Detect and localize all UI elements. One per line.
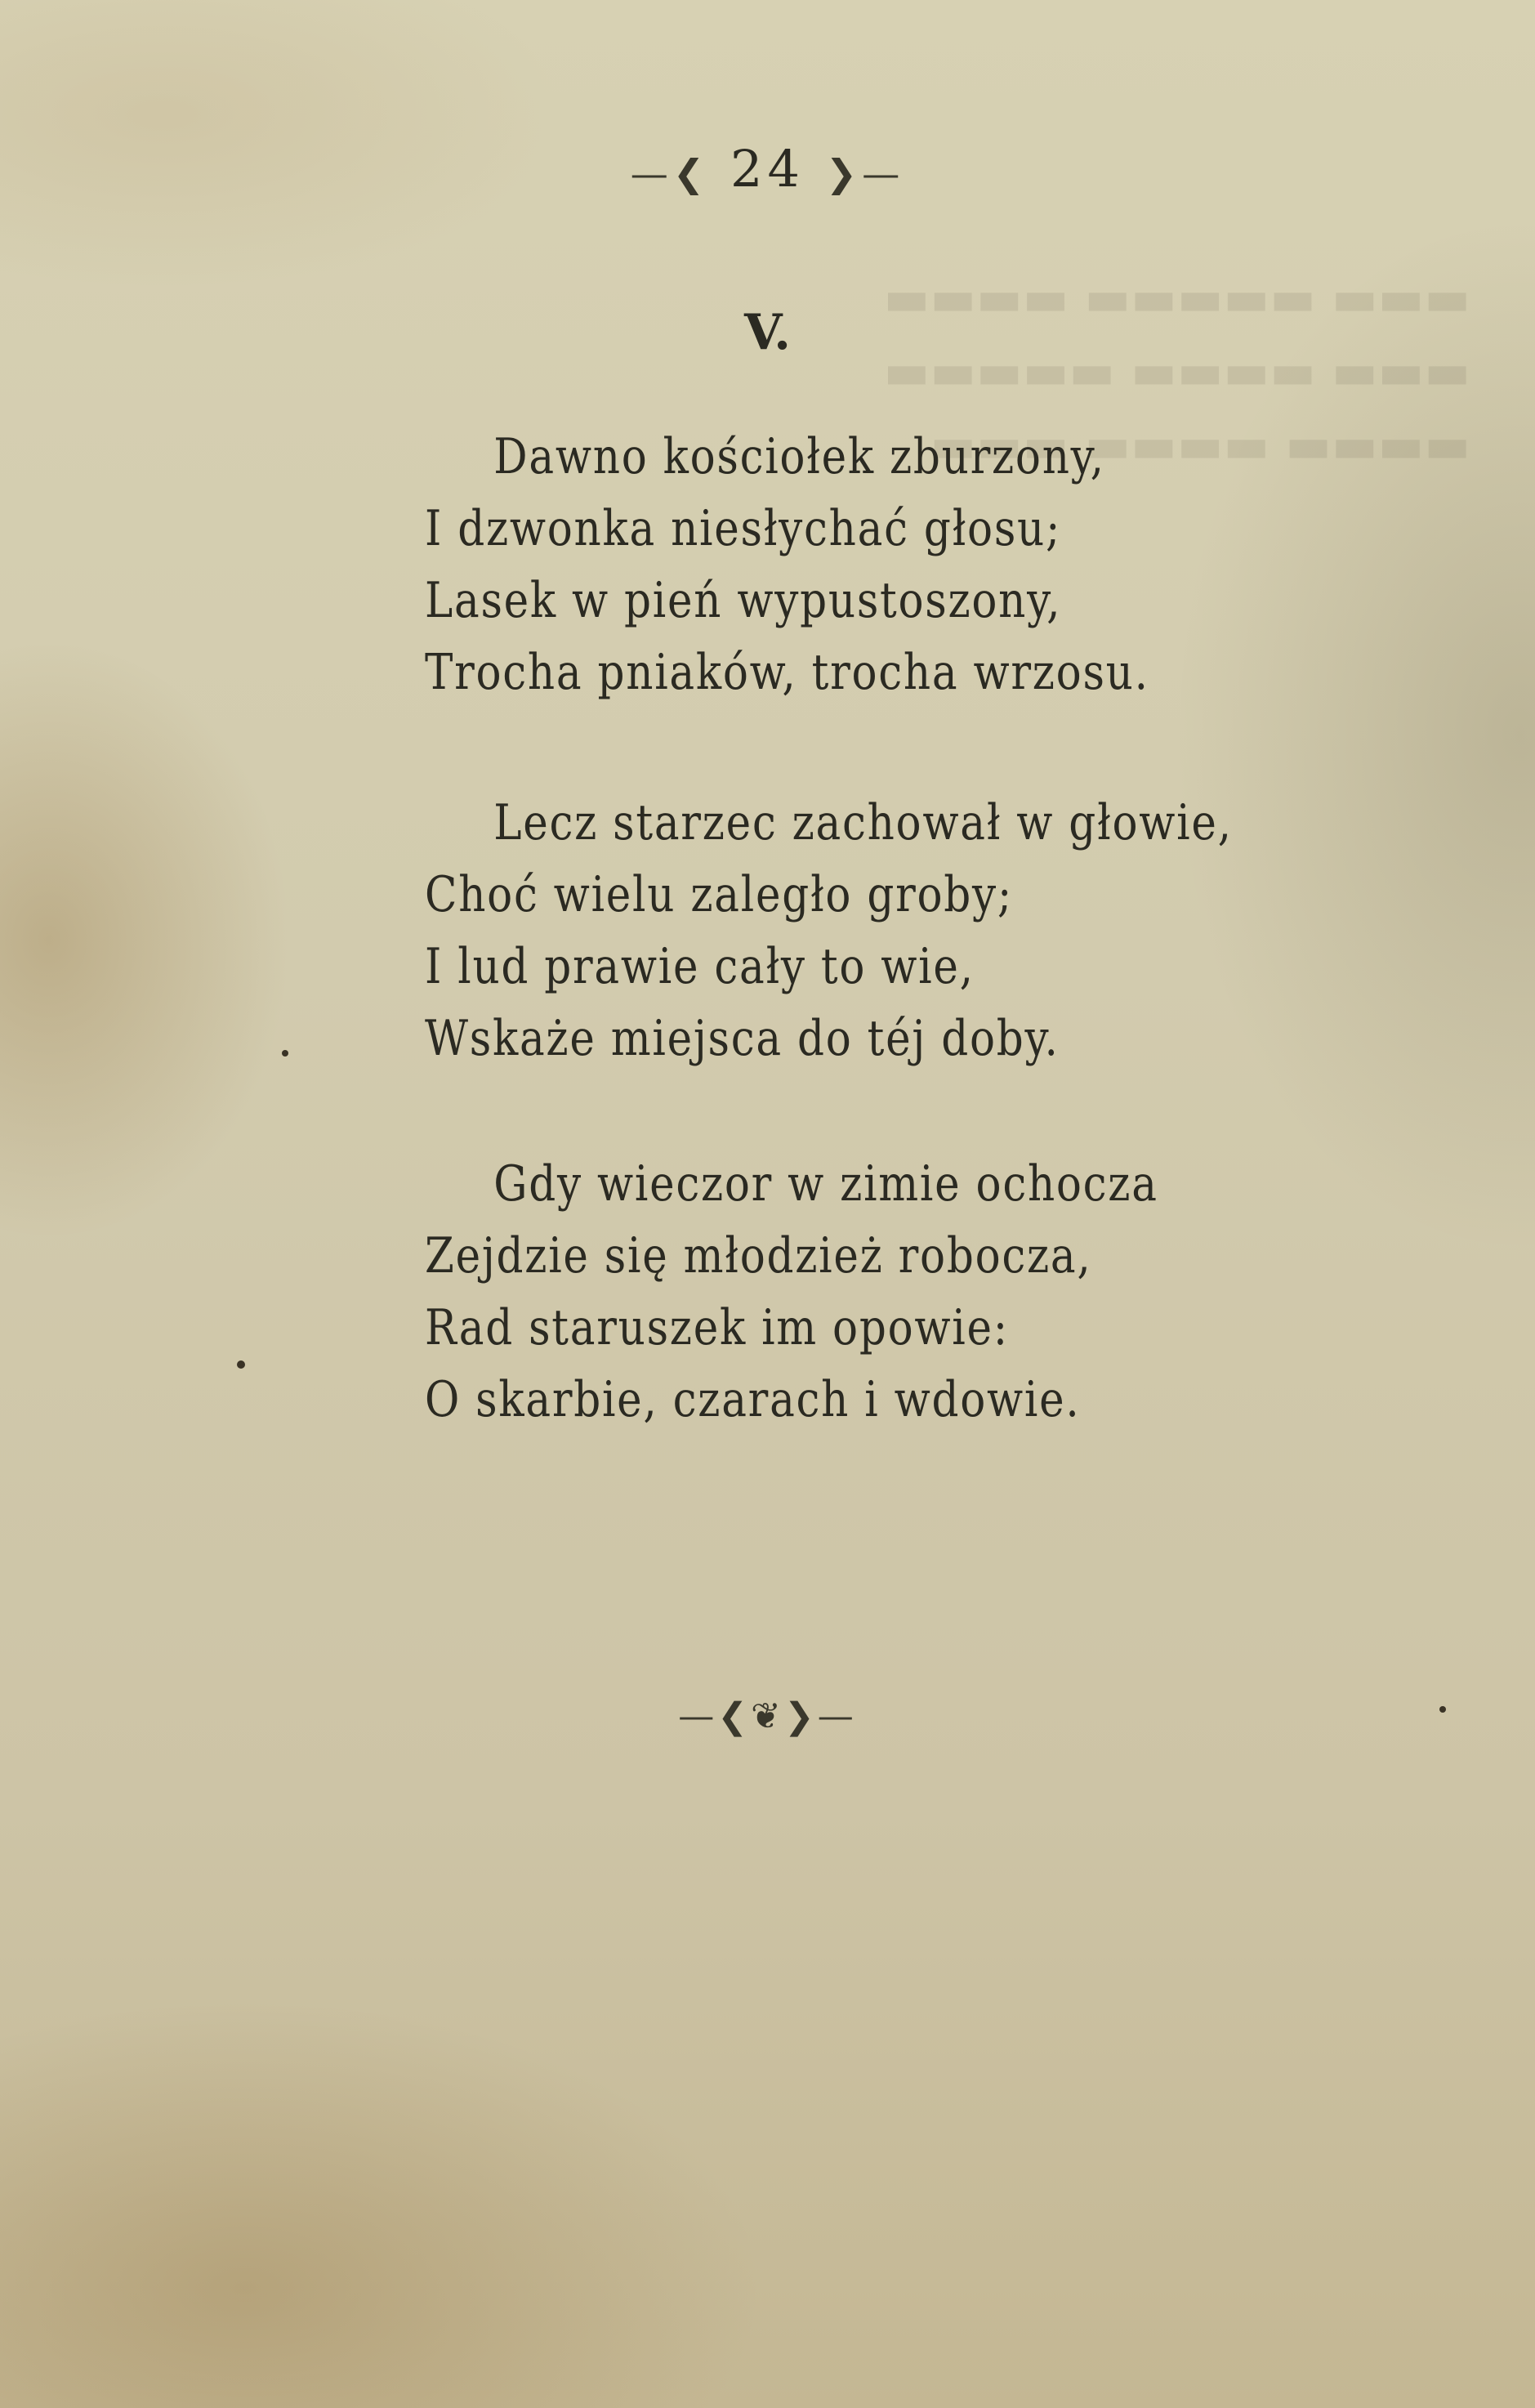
paper-speck (237, 1360, 245, 1369)
verse-line: Gdy wieczor w zimie ochocza (493, 1155, 1158, 1213)
bleed-through-text: ▬▬▬ ▬▬▬▬▬ ▬▬▬▬ ▬▬▬ ▬▬▬▬ ▬▬▬▬▬ ▬▬▬▬ ▬▬▬▬ ▬▬▬ (883, 270, 1470, 474)
stanza-2 (425, 787, 1405, 1074)
page-number: 24 (730, 139, 805, 199)
verse-line: I dzwonka niesłychać głosu; (425, 500, 1062, 557)
verse-line: Zejdzie się młodzież robocza, (425, 1227, 1092, 1284)
verse-line: Dawno kościołek zburzony, (493, 428, 1105, 485)
page-header (0, 139, 1535, 199)
header-ornament-right: ❯— (825, 150, 905, 195)
section-numeral: V. (744, 304, 791, 361)
header-ornament-left: —❮ (630, 150, 710, 195)
verse-line: Trocha pniaków, trocha wrzosu. (425, 644, 1149, 701)
stanza-1 (425, 421, 1405, 708)
verse-line: O skarbie, czarach i wdowie. (425, 1371, 1081, 1428)
verse-line: Lasek w pień wypustoszony, (425, 572, 1062, 629)
verse-line: Choć wielu zaległo groby; (425, 866, 1013, 923)
paper-speck (282, 1050, 288, 1057)
end-ornament-divider: —❮❦❯— (678, 1695, 857, 1737)
verse-line: Lecz starzec zachował w głowie, (493, 794, 1233, 851)
verse-line: Wskaże miejsca do téj doby. (425, 1010, 1060, 1067)
paper-speck (1439, 1706, 1446, 1713)
stanza-3 (425, 1148, 1405, 1436)
verse-line: I lud prawie cały to wie, (425, 938, 975, 995)
verse-line: Rad staruszek im opowie: (425, 1299, 1009, 1356)
